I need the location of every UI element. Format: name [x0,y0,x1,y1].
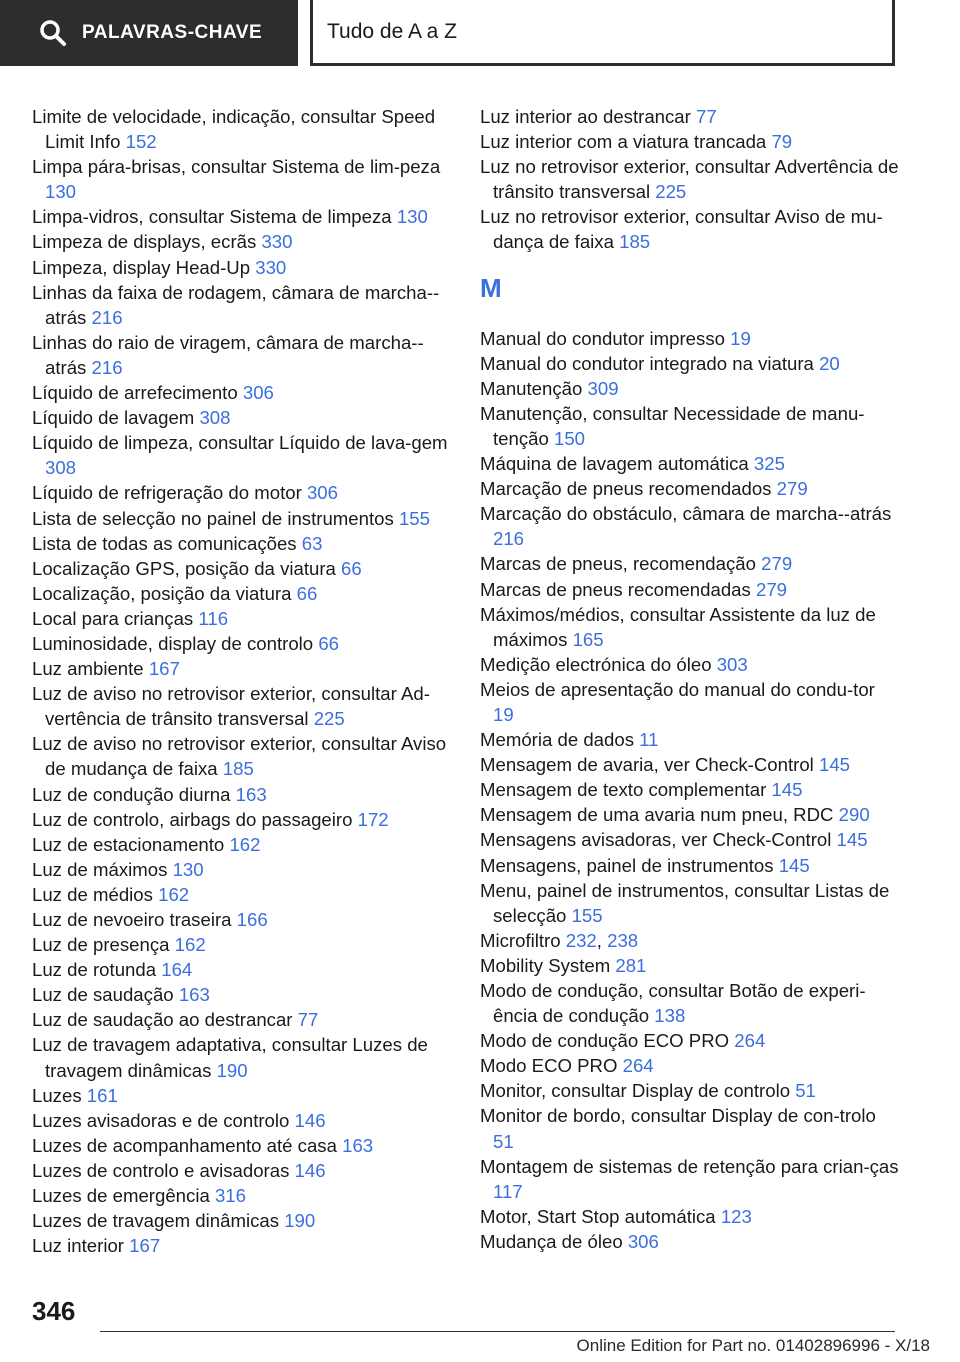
index-entry [32,782,450,807]
page-link[interactable]: 316 [214,1185,246,1207]
index-entry-text: Limpa pára-brisas, consultar Sistema de lim-peza [32,156,441,178]
index-entry-text: Memória de dados [480,729,634,751]
index-entry-text: Mensagens, painel de instrumentos [480,854,774,876]
index-entry [480,777,900,802]
index-entry [480,752,900,777]
page-link[interactable]: 51 [493,1130,514,1152]
index-entry [32,1183,450,1208]
index-entry-text: Luzes de emergência [32,1185,210,1207]
page-link[interactable]: 330 [261,231,293,253]
index-entry [32,330,450,380]
index-entry [480,652,900,677]
index-entry [32,631,450,656]
page-link[interactable]: 163 [178,984,210,1006]
section-letter-m: M [480,272,502,303]
index-entry [480,326,900,351]
index-entry [480,351,900,376]
page-link[interactable]: 216 [91,356,123,378]
index-entry-text: Luz no retrovisor exterior, consultar Advertência de trânsito transversal [480,156,899,203]
page-link[interactable]: 306 [627,1230,659,1252]
index-entry-text: Monitor, consultar Display de controlo [480,1080,791,1102]
index-entry-text: Líquido de arrefecimento [32,382,238,404]
index-entry [480,727,900,752]
index-entry [32,1083,450,1108]
index-entry [32,1233,450,1258]
index-entry [32,1158,450,1183]
page-link[interactable]: 279 [776,478,808,500]
index-entry-text: Meios de apresentação do manual do condu-tor [480,678,875,700]
page-link[interactable]: 306 [242,382,274,404]
page-link[interactable]: 117 [493,1180,523,1202]
page-link[interactable]: 145 [771,779,803,801]
page-link[interactable]: 172 [357,808,389,830]
index-entry-text: Microfiltro [480,929,561,951]
page-link[interactable]: 166 [236,909,268,930]
index-entry [480,501,900,551]
index-entry [480,853,900,878]
page-link[interactable]: 66 [296,582,318,604]
index-entry [480,1078,900,1103]
index-entry [480,1204,900,1229]
page-link[interactable]: 264 [622,1055,654,1077]
index-entry-text: Luz de rotunda [32,959,157,981]
index-entry-text: Localização GPS, posição da viatura [32,557,336,579]
page-link[interactable]: 163 [342,1134,374,1156]
index-entry-text: Luzes de travagem dinâmicas [32,1210,280,1232]
page-link[interactable]: 130 [396,206,428,228]
page-link[interactable]: 330 [255,256,287,278]
index-entry-text: Luz de controlo, airbags do passageiro [32,808,353,830]
index-entry-text: Mensagem de avaria, ver Check-Control [480,754,814,776]
page-link[interactable]: 146 [294,1159,326,1181]
index-entry [480,476,900,501]
index-entry [32,731,450,781]
index-entry-text: Luminosidade, display de controlo [32,632,314,654]
index-entry [480,953,900,978]
page-link[interactable]: 163 [235,783,267,805]
index-entry [32,832,450,857]
index-entry-text: Luz de travagem adaptativa, consultar Luzes de travagem dinâmicas [32,1034,428,1081]
page-link[interactable]: 152 [125,131,157,153]
index-entry-text: Linhas da faixa de rodagem, câmara de marcha--atrás [32,281,440,328]
index-entry-text: Limpeza de displays, ecrãs [32,231,257,253]
index-entry-text: Marcação de pneus recomendados [480,478,772,500]
page-link[interactable]: 290 [838,804,870,826]
index-entry-text: Localização, posição da viatura [32,582,292,604]
page-link[interactable]: 225 [313,708,345,730]
page-link[interactable]: 19 [730,327,751,349]
index-entry-text: Manutenção, consultar Necessidade de manu-tenção [480,402,865,449]
index-entry-text: Motor, Start Stop automática [480,1205,716,1227]
index-entry-text: Luz de máximos [32,858,168,880]
index-entry [32,405,450,430]
index-entry-text: Mobility System [480,954,611,976]
index-entry-text: Luz de médios [32,883,153,905]
page-link[interactable]: 167 [148,658,180,680]
index-entry-text: Máquina de lavagem automática [480,453,749,475]
index-entry [480,802,900,827]
index-entry [32,255,450,280]
index-entry [480,129,900,154]
index-entry-text: Manual do condutor impresso [480,327,725,349]
index-entry-text: Máximos/médios, consultar Assistente da luz de máximos [480,603,876,650]
index-entry [480,928,900,953]
index-entry [32,480,450,505]
index-entry [32,807,450,832]
index-entry [32,681,450,731]
index-entry [32,531,450,556]
index-entry-text: Limpeza, display Head-Up [32,256,251,278]
index-entry [32,656,450,681]
index-column-left [32,104,450,1258]
index-entry-text: Lista de selecção no painel de instrumentos [32,507,394,529]
page-link[interactable]: 279 [761,553,793,575]
index-list-l-continued [480,104,900,255]
page-link[interactable]: 130 [172,858,204,880]
index-entry-text: Local para crianças [32,607,194,629]
index-entry [480,1229,900,1254]
index-entry [480,1103,900,1153]
index-entry-text: Luz interior com a viatura trancada [480,131,767,153]
search-icon [38,18,68,48]
page-link[interactable]: 279 [755,578,788,600]
page-link[interactable]: 19 [493,703,514,725]
page-link[interactable]: 51 [795,1080,816,1102]
index-entry-text: Modo de condução, consultar Botão de experi-ência de condução [480,980,866,1027]
page-link[interactable]: 162 [229,833,261,855]
index-entry-text: Limite de velocidade, indicação, consultar Speed Limit Info [32,106,436,153]
index-entry [480,827,900,852]
index-entry [480,1028,900,1053]
index-entry [32,154,450,204]
index-entry [480,376,900,401]
index-entry-text: Luzes de acompanhamento até casa [32,1134,337,1156]
page-link[interactable]: 185 [222,758,254,780]
page-link[interactable]: 123 [720,1205,752,1227]
index-entry-text: Luz interior [32,1235,124,1257]
index-entry [480,154,900,204]
page-link[interactable]: 225 [655,181,687,203]
index-entry-text: Limpa-vidros, consultar Sistema de limpeza [32,206,392,228]
page-link[interactable]: 325 [753,453,785,475]
index-entry-text: Marcas de pneus, recomendação [480,553,756,575]
page-number: 346 [32,1296,76,1326]
page-link[interactable]: 162 [158,883,190,905]
index-entry [480,401,900,451]
page-link[interactable]: 145 [778,854,810,876]
tab-keywords-label: PALAVRAS-CHAVE [82,22,263,43]
page-link[interactable]: 306 [306,482,338,504]
index-entry-text: Linhas do raio de viragem, câmara de marcha--atrás [32,331,424,378]
index-entry [32,506,450,531]
page-link[interactable]: 145 [818,754,851,776]
index-entry-text: Líquido de refrigeração do motor [32,482,302,504]
index-entry-text: Medição electrónica do óleo [480,653,712,675]
page-link[interactable]: 164 [161,959,193,981]
index-entry-text: Luzes avisadoras e de controlo [32,1109,290,1131]
index-list-m [480,326,900,1254]
index-entry [480,551,900,576]
index-entry [480,1154,900,1204]
index-entry [32,430,450,480]
page-link[interactable]: 146 [294,1109,326,1131]
index-entry [32,556,450,581]
index-entry-text: Modo de condução ECO PRO [480,1030,730,1052]
index-entry [32,606,450,631]
page-link[interactable]: , 238 [597,930,638,951]
index-entry-text: Mensagem de uma avaria num pneu, RDC [480,804,834,826]
index-entry-text: Montagem de sistemas de retenção para crian-ças [480,1155,899,1177]
index-column-right [480,104,900,1254]
index-entry [32,280,450,330]
index-entry [32,1133,450,1158]
index-entry-text: Mudança de óleo [480,1230,623,1252]
page-link[interactable]: 309 [587,377,619,399]
index-entry-text: Lista de todas as comunicações [32,532,297,554]
index-entry-text: Luz de saudação ao destrancar [32,1009,293,1031]
page-link[interactable]: 167 [129,1235,161,1257]
page-link[interactable]: 11 [639,729,659,751]
index-entry [32,229,450,254]
page-link[interactable]: 66 [341,557,362,579]
index-entry [32,1007,450,1032]
index-entry [32,882,450,907]
page-link[interactable]: 77 [696,106,717,127]
page-link[interactable]: 130 [45,181,77,203]
page-link[interactable]: 264 [734,1030,766,1052]
tab-bar [0,0,960,66]
footer-edition-text: Online Edition for Part no. 01402896996 - X/18 [576,1336,930,1355]
index-entry [32,857,450,882]
page-link[interactable]: 145 [836,829,868,851]
page-link[interactable]: 232 [565,929,597,951]
page-link[interactable]: 216 [91,306,123,328]
index-entry-text: Líquido de lavagem [32,407,195,429]
page-link[interactable]: 303 [716,653,748,675]
index-entry [32,380,450,405]
index-entry-text: Luz interior ao destrancar [480,106,691,127]
index-entry [32,104,450,154]
page-link[interactable]: 216 [493,528,525,550]
tab-a-to-z-label: Tudo de A a Z [327,19,457,43]
index-entry-text: Mensagem de texto complementar [480,779,767,801]
page-link[interactable]: 162 [174,934,206,956]
index-entry-text: Líquido de limpeza, consultar Líquido de lava-gem [32,432,448,454]
page-link[interactable]: 116 [198,607,229,629]
page-link[interactable]: 66 [318,632,340,654]
tab-a-to-z[interactable] [310,0,895,66]
index-entry [480,204,900,254]
page-link[interactable]: 281 [615,954,647,976]
page-link[interactable]: 150 [554,427,586,449]
index-entry [32,957,450,982]
index-entry-text: Luz no retrovisor exterior, consultar Aviso de mu-dança de faixa [480,206,883,253]
page-link[interactable]: 165 [572,628,604,650]
index-entry-text: Manutenção [480,377,583,399]
index-entry-text: Marcação do obstáculo, câmara de marcha--atrás [480,503,892,525]
index-entry [480,602,900,652]
page-link[interactable]: 155 [398,507,430,529]
index-entry-text: Luz de saudação [32,984,174,1006]
index-entry [32,204,450,229]
index-entry-text: Luz de condução diurna [32,783,231,805]
index-entry [32,1208,450,1233]
page-link[interactable]: 190 [284,1210,316,1232]
index-entry-text: Manual do condutor integrado na viatura [480,352,814,374]
page-link[interactable]: 308 [45,457,77,479]
page-link[interactable]: 63 [301,532,323,554]
index-entry [32,982,450,1007]
index-entry-text: Monitor de bordo, consultar Display de con-trolo [480,1105,876,1127]
page-link[interactable]: 190 [216,1059,248,1081]
index-entry [480,878,900,928]
index-entry-text: Luz de estacionamento [32,833,225,855]
index-entry [480,1053,900,1078]
page-link[interactable]: 138 [654,1005,686,1027]
index-entry-text: Luz de aviso no retrovisor exterior, consultar Aviso de mudança de faixa [32,733,447,780]
index-entry-text: Modo ECO PRO [480,1055,618,1077]
index-entry [480,451,900,476]
page-link[interactable]: 79 [771,131,793,153]
index-entry-text: Marcas de pneus recomendadas [480,578,751,600]
page-link[interactable]: 161 [86,1084,118,1106]
index-entry [480,577,900,602]
index-entry-text: Luz ambiente [32,658,144,680]
index-entry-text: Luzes [32,1084,82,1106]
index-entry [32,1032,450,1082]
index-entry-text: Luzes de controlo e avisadoras [32,1159,290,1181]
index-entry [480,978,900,1028]
index-entry [32,907,450,932]
index-entry-text: Menu, painel de instrumentos, consultar Listas de selecção [480,879,890,926]
index-entry [32,932,450,957]
index-entry-text: Mensagens avisadoras, ver Check-Control [480,829,832,851]
index-entry-text: Luz de aviso no retrovisor exterior, consultar Ad-vertência de trânsito transversal [32,683,430,730]
tab-keywords[interactable] [0,0,298,66]
page-link[interactable]: 77 [297,1009,319,1031]
index-entry [32,581,450,606]
index-entry [480,104,900,129]
index-entry-text: Luz de presença [32,934,170,956]
page-link[interactable]: 155 [571,904,603,926]
index-entry-text: Luz de nevoeiro traseira [32,909,232,930]
page-link[interactable]: 20 [819,352,840,374]
index-entry [32,1108,450,1133]
footer-divider [100,1331,895,1332]
page-link[interactable]: 185 [619,231,651,253]
page-link[interactable]: 308 [199,407,231,429]
index-entry [480,677,900,727]
